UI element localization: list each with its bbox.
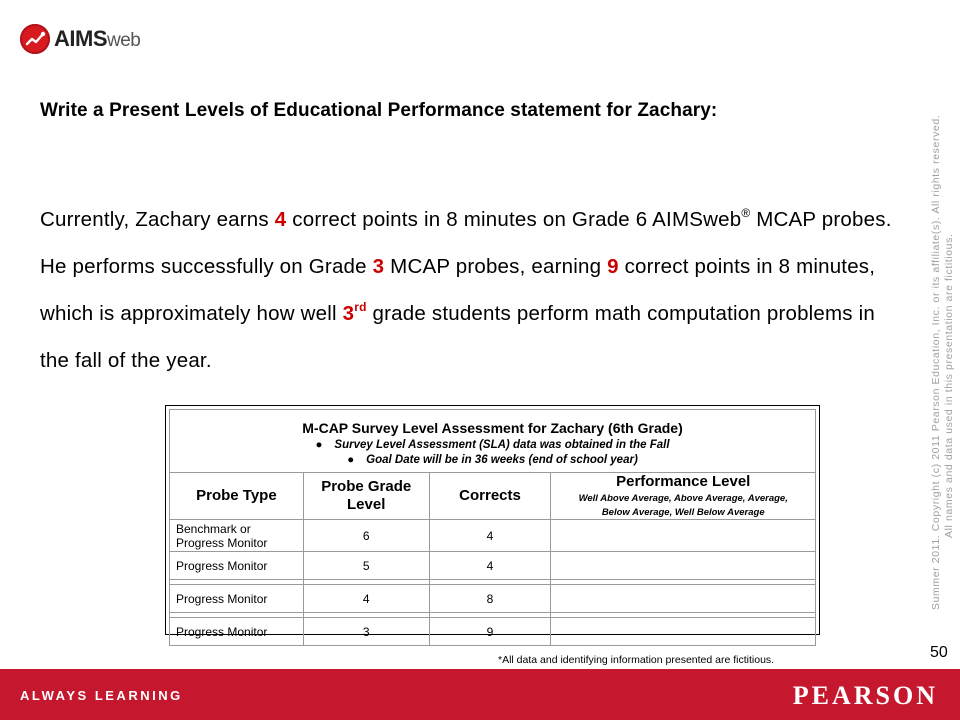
corrects-cell: 4: [429, 552, 551, 580]
performance-cell: [551, 552, 816, 580]
corrects-cell: 9: [429, 618, 551, 646]
sla-table: [169, 409, 816, 646]
probe-type-cell: Progress Monitor: [170, 618, 304, 646]
side-copyright: [930, 70, 956, 610]
aimsweb-logo: [20, 22, 140, 56]
col-header-corrects: Corrects: [429, 473, 551, 520]
performance-cell: [551, 618, 816, 646]
text-segment: grade students perform math computation problems in the fall of the year.: [40, 302, 876, 372]
table-title: M-CAP Survey Level Assessment for Zachary (6th Grade): [302, 419, 683, 436]
table-title-cell: [170, 410, 816, 473]
grade-cell: 5: [303, 552, 429, 580]
table-header-row: [170, 410, 816, 473]
probe-type-cell: Progress Monitor: [170, 552, 304, 580]
highlight-value: 3: [372, 255, 385, 278]
corrects-cell: 8: [429, 585, 551, 613]
bullet-icon: ●: [315, 438, 323, 451]
col-header-performance: [551, 473, 816, 520]
table-note: [170, 439, 815, 451]
table-note: [170, 454, 815, 466]
pearson-logo: PEARSON: [792, 681, 938, 710]
copyright-line: All names and data used in this presentation are fictitious.: [943, 233, 955, 538]
aimsweb-logo-icon: [20, 24, 50, 54]
probe-type-cell: [170, 520, 304, 552]
fictitious-footnote: *All data and identifying information presented are fictitious.: [498, 654, 775, 666]
col-header-text: Probe Grade: [321, 478, 412, 495]
table-row: [170, 552, 816, 580]
col-header-text: Performance Level: [616, 473, 751, 490]
copyright-line: Summer 2011. Copyright (c) 2011 Pearson Education, Inc. or its affiliate(s). All rights reserved.: [930, 114, 942, 610]
text-segment: Currently, Zachary earns: [40, 208, 275, 231]
col-header-probe-grade: [303, 473, 429, 520]
text-segment: correct points in 8 minutes, which is approximately how well: [40, 255, 876, 325]
bullet-icon: ●: [347, 453, 355, 466]
table-note-text: Survey Level Assessment (SLA) data was obtained in the Fall: [334, 438, 670, 451]
probe-type-cell: Progress Monitor: [170, 585, 304, 613]
grade-cell: 3: [303, 618, 429, 646]
logo-text: [54, 26, 140, 52]
highlight-value: 3: [342, 302, 355, 325]
footer-tagline: ALWAYS LEARNING: [20, 688, 183, 703]
highlight-value: 9: [607, 255, 619, 278]
grade-cell: 4: [303, 585, 429, 613]
performance-cell: [551, 585, 816, 613]
cell-text: Benchmark or: [176, 521, 251, 536]
performance-scale-line: Well Above Average, Above Average, Average,: [578, 493, 788, 504]
grade-cell: 6: [303, 520, 429, 552]
table-row: [170, 585, 816, 613]
column-header-row: [170, 473, 816, 520]
footer-bar: [0, 669, 960, 720]
cell-text: Progress Monitor: [176, 535, 268, 550]
sla-table-frame: [165, 405, 820, 639]
col-header-text: Level: [347, 496, 386, 513]
slide-title: Write a Present Levels of Educational Performance statement for Zachary:: [40, 100, 718, 121]
text-segment: correct points in 8 minutes on Grade 6 AIMSweb: [286, 208, 742, 231]
col-header-probe-type: Probe Type: [170, 473, 304, 520]
table-row: [170, 618, 816, 646]
logo-brand-web: web: [107, 30, 141, 51]
logo-brand-main: AIMS: [54, 26, 107, 51]
corrects-cell: 4: [429, 520, 551, 552]
registered-mark: ®: [741, 206, 751, 220]
text-segment: MCAP probes, earning: [384, 255, 608, 278]
table-note-text: Goal Date will be in 36 weeks (end of school year): [366, 453, 638, 466]
highlight-value: 4: [274, 208, 287, 231]
performance-scale-line: Below Average, Well Below Average: [601, 507, 765, 518]
page-number: 50: [930, 644, 948, 661]
table-row: [170, 520, 816, 552]
text-segment: MCAP probes. He performs successfully on Grade: [40, 208, 892, 278]
performance-cell: [551, 520, 816, 552]
ordinal-suffix: rd: [354, 300, 367, 314]
plep-statement: [40, 196, 900, 384]
